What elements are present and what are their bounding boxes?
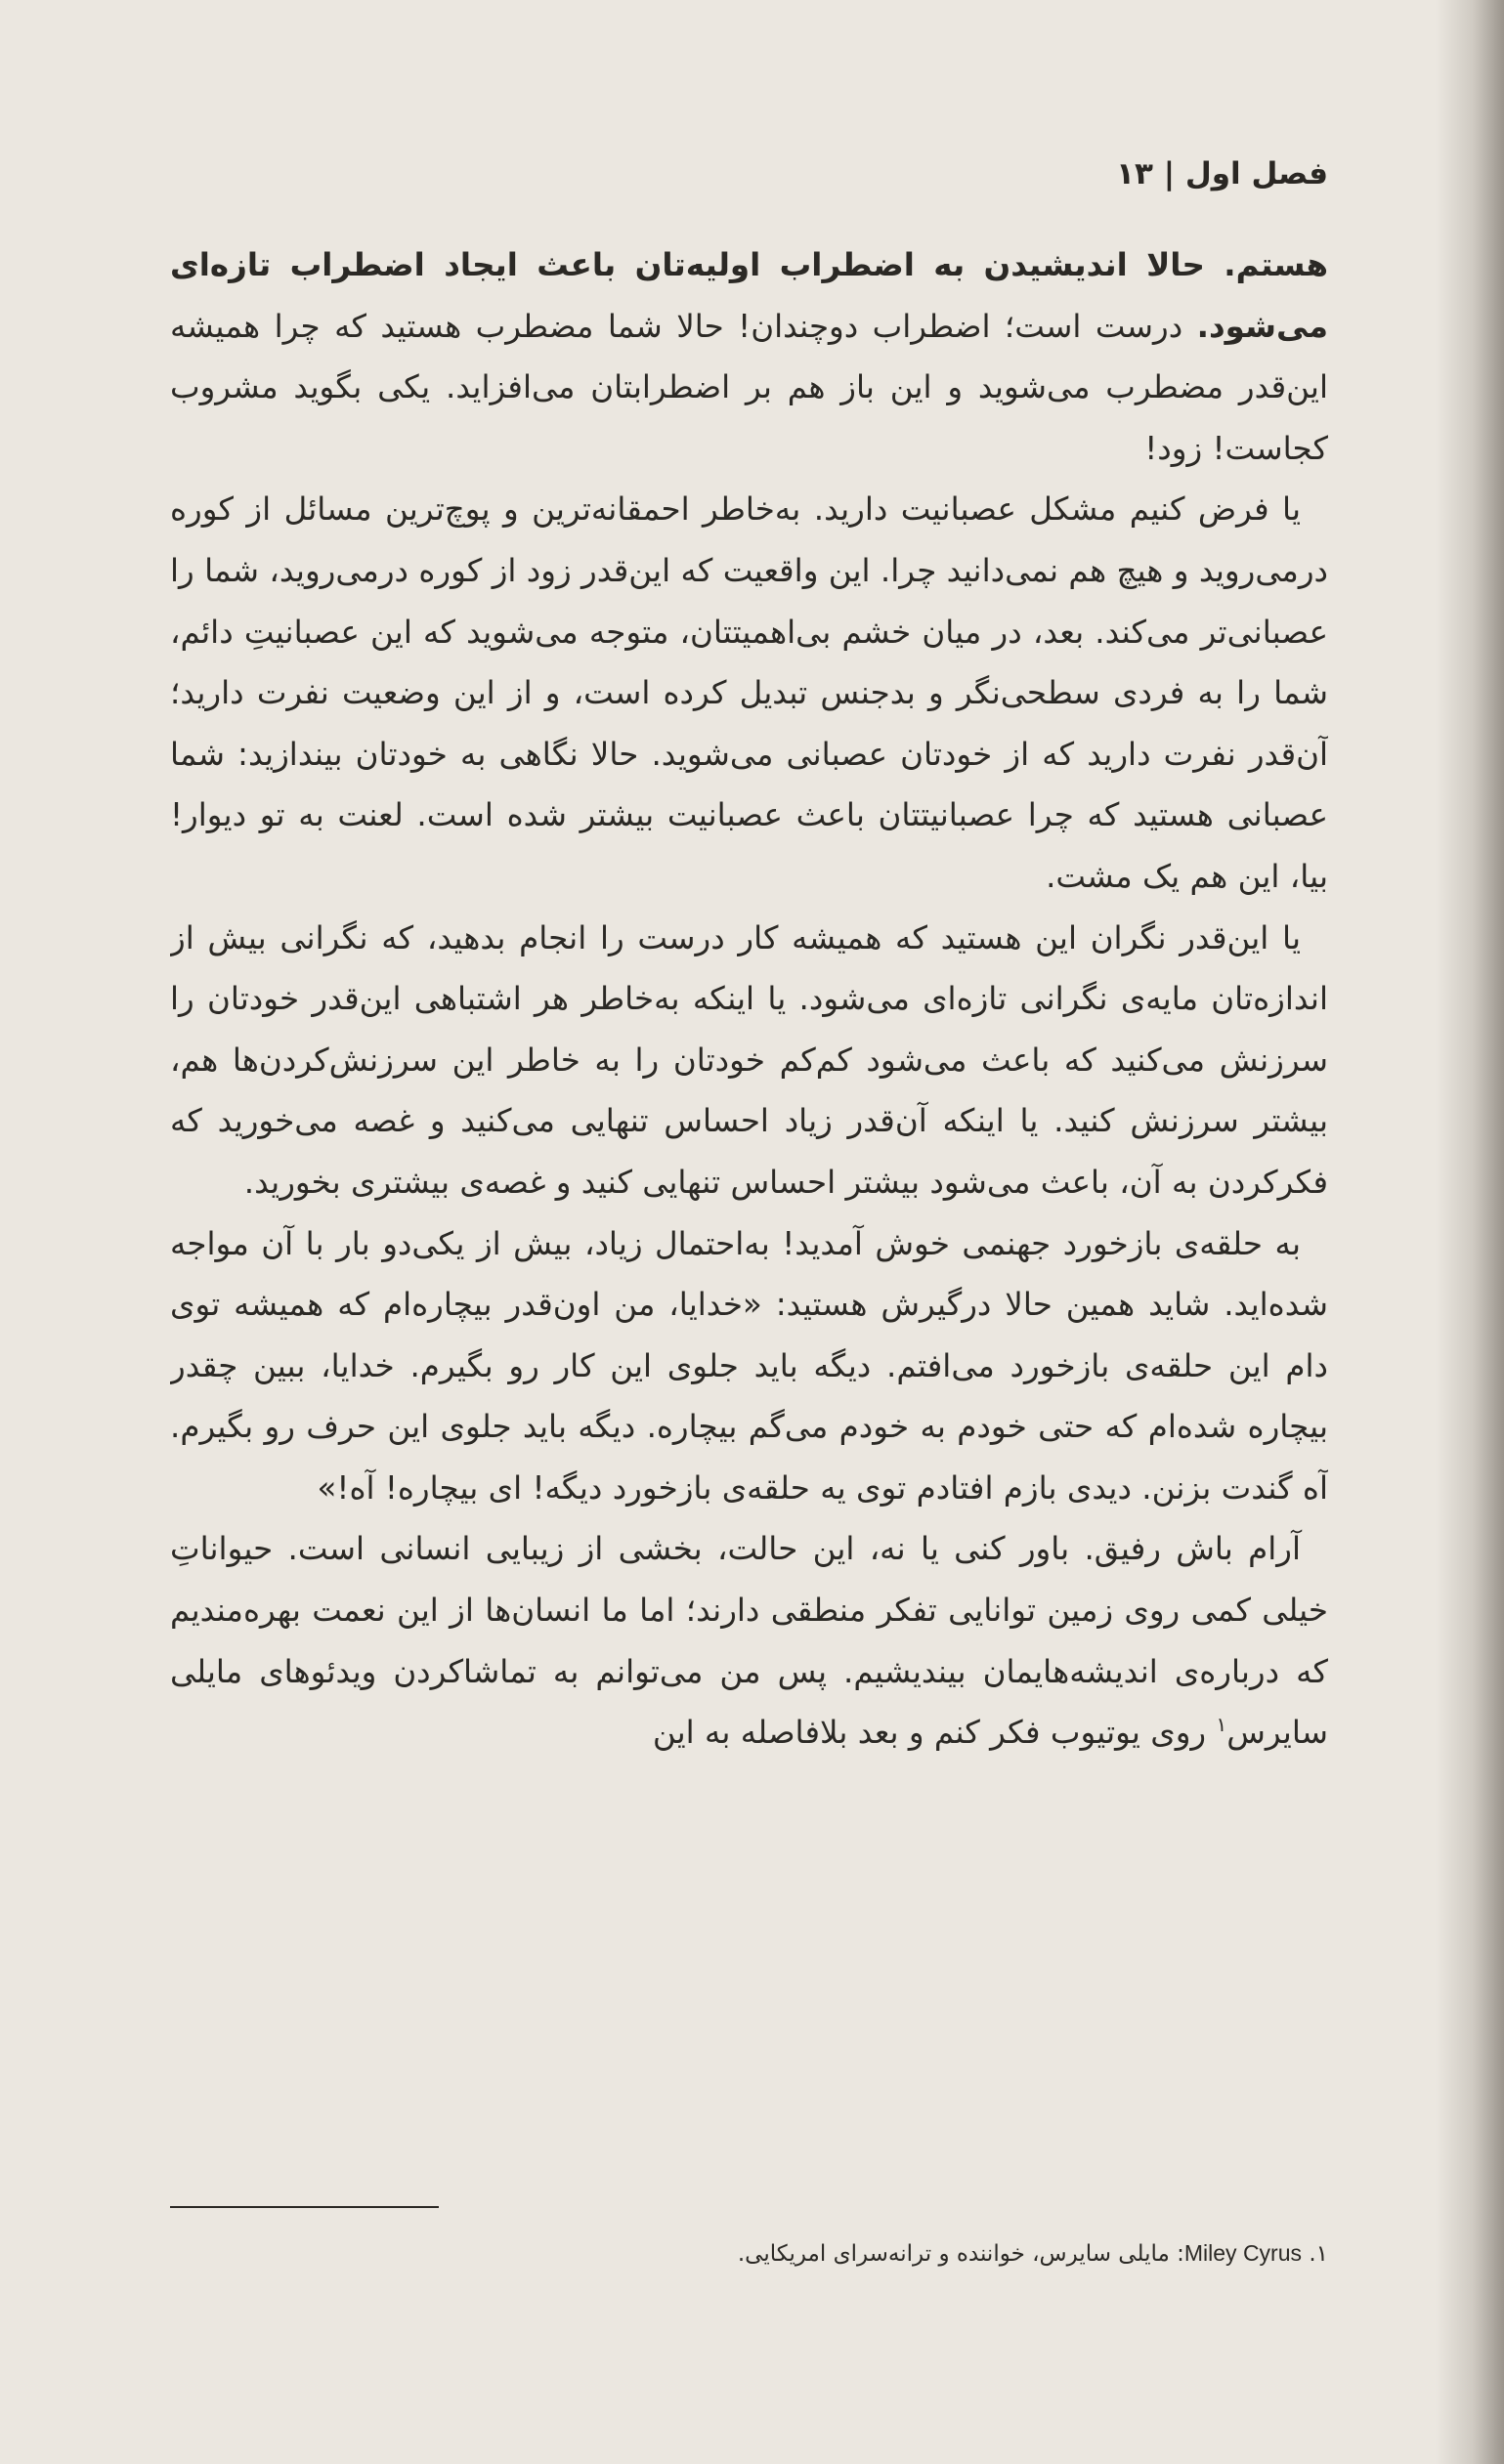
paragraph-5-start: آرام باش رفیق. باور کنی یا نه، این حالت، بخشی از زیبایی انسانی است. حیواناتِ خیلی کمی روی زمین توانایی تفکر منطقی دارند؛ اما ما انسان‌ها از این نعمت بهره‌مندیم که درباره‌ی اندیشه‌هایمان بیندیشیم. پس من می‌توانم به تماشاکردن ویدئوهای مایلی سایرس [170, 1530, 1328, 1752]
paragraph-1 [170, 234, 1328, 479]
paragraph-1-rest: درست است؛ اضطراب دوچندان! حالا شما مضطرب هستید که چرا همیشه این‌قدر مضطرب می‌شوید و این باز هم بر اضطرابتان می‌افزاید. یکی بگوید مشروب کجاست! زود! [170, 307, 1328, 467]
paragraph-5-end: روی یوتیوب فکر کنم و بعد بلافاصله به این [652, 1714, 1217, 1752]
paragraph-2: یا فرض کنیم مشکل عصبانیت دارید. به‌خاطر احمقانه‌ترین و پوچ‌ترین مسائل از کوره درمی‌روید و هیچ هم نمی‌دانید چرا. این واقعیت که این‌قدر زود از کوره درمی‌روید، شما را عصبانی‌تر می‌کند. بعد، در میان خشم بی‌اهمیتتان، متوجه می‌شوید که این عصبانیتِ دائم، شما را به فردی سطحی‌نگر و بدجنس تبدیل کرده است، و از این وضعیت نفرت دارید؛ آن‌قدر نفرت دارید که از خودتان عصبانی می‌شوید. حالا نگاهی به خودتان بیندازید: شما عصبانی هستید که چرا عصبانیتتان باعث عصبانیت بیشتر شده است. لعنت به تو دیوار! بیا، این هم یک مشت. [170, 490, 1328, 895]
body-text [170, 234, 1328, 2188]
footnote-reference: ۱ [1216, 1713, 1227, 1737]
footnote-divider [170, 2206, 439, 2208]
footnote-latin-name: Miley Cyrus [1183, 2240, 1303, 2266]
footnote-text: : مایلی سایرس، خواننده و ترانه‌سرای امریکایی. [737, 2241, 1184, 2267]
footnote [170, 2237, 1328, 2270]
running-header: فصل اول | ۱۳ [1116, 156, 1328, 191]
footnote-number: ۱. [1309, 2241, 1328, 2267]
paragraph-4: به حلقه‌ی بازخورد جهنمی خوش آمدید! به‌احتمال زیاد، بیش از یکی‌دو بار با آن مواجه شده‌اید. شاید همین حالا درگیرش هستید: «خدایا، من اون‌قدر بیچاره‌ام که همیشه توی دام این حلقه‌ی بازخورد می‌افتم. دیگه باید جلوی این کار رو بگیرم. خدایا، ببین چقدر بیچاره شده‌ام که حتی خودم به خودم می‌گم بیچاره. دیگه باید جلوی این حرف رو بگیرم. آه گندت بزنن. دیدی بازم افتادم توی یه حلقه‌ی بازخورد دیگه! ای بیچاره! آه!» [170, 1224, 1328, 1507]
paragraph-5 [170, 1518, 1328, 1763]
bold-lead-sentence: هستم. حالا اندیشیدن به اضطراب اولیه‌تان باعث ایجاد اضطراب تازه‌ای می‌شود. [170, 246, 1328, 345]
paragraph-3: یا این‌قدر نگران این هستید که همیشه کار درست را انجام بدهید، که نگرانی بیش از اندازه‌تان مایه‌ی نگرانی تازه‌ای می‌شود. یا اینکه به‌خاطر هر اشتباهی این‌قدر خودتان را سرزنش می‌کنید که باعث می‌شود کم‌کم خودتان را به خاطر این سرزنش‌کردن‌ها هم، بیشتر سرزنش کنید. یا اینکه آن‌قدر زیاد احساس تنهایی می‌کنید و غصه می‌خورید که فکرکردن به آن، باعث می‌شود بیشتر احساس تنهایی کنید و غصه‌ی بیشتری بخورید. [170, 918, 1328, 1201]
